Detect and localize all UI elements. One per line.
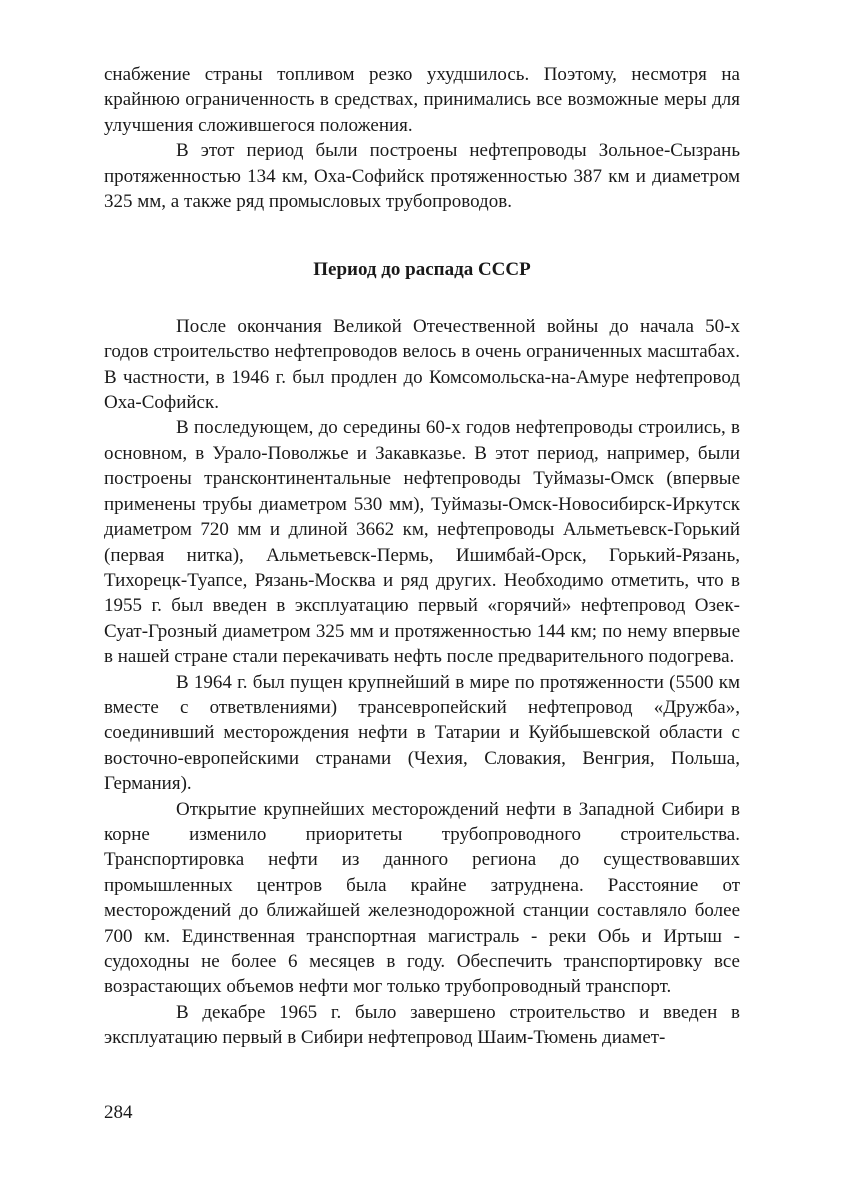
paragraph: В последующем, до середины 60-х годов нефтепроводы строились, в основном, в Урало-Поволжье и Закавказье. В этот период, например, были построены трансконтинентальные нефтепроводы Туймазы-Омск (впервые применены трубы диаметром 530 мм), Туймазы-Омск-Новосибирск-Иркутск диаметром 720 мм и длиной 3662 км, нефтепроводы Альметьевск-Горький (первая нитка), Альметьевск-Пермь, Ишимбай-Орск, Горький-Рязань, Тихорецк-Туапсе, Рязань-Москва и ряд других. Необходимо отметить, что в 1955 г. был введен в эксплуатацию первый «горячий» нефтепровод Озек-Суат-Грозный диаметром 325 мм и протяженностью 144 км; по нему впервые в нашей стране стали перекачивать нефть после предварительного подогрева. (104, 417, 740, 668)
paragraph: В декабре 1965 г. было завершено строительство и введен в эксплуатацию первый в Сибири нефтепровод Шаим-Тюмень диамет- (104, 1001, 740, 1049)
section-title: Период до распада СССР (313, 259, 531, 281)
paragraph: Открытие крупнейших месторождений нефти в Западной Сибири в корне изменило приоритеты трубопроводного строительства. Транспортировка нефти из данного региона до существовавших промышленных центров была крайне затруднена. Расстояние от месторождений до ближайшей железнодорожной станции составляло более 700 км. Единственная транспортная магистраль - реки Обь и Иртыш - судоходны не более 6 месяцев в году. Обеспечить транспортировку все возрастающих объемов нефти мог только трубопроводный транспорт. (104, 798, 740, 998)
page-body (104, 62, 740, 1051)
paragraph: В 1964 г. был пущен крупнейший в мире по протяженности (5500 км вместе с ответвлениями) трансевропейский нефтепровод «Дружба», соединивший месторождения нефти в Татарии и Куйбышевской области с восточно-европейскими странами (Чехия, Словакия, Венгрия, Польша, Германия). (104, 671, 740, 795)
paragraph: После окончания Великой Отечественной войны до начала 50-х годов строительство нефтепроводов велось в очень ограниченных масштабах. В частности, в 1946 г. был продлен до Комсомольска-на-Амуре нефтепровод Оха-Софийск. (104, 315, 740, 414)
paragraph: снабжение страны топливом резко ухудшилось. Поэтому, несмотря на крайнюю ограниченность в средствах, принимались все возможные меры для улучшения сложившегося положения. (104, 64, 740, 136)
paragraph: В этот период были построены нефтепроводы Зольное-Сызрань протяженностью 134 км, Оха-Софийск протяженностью 387 км и диаметром 325 мм, а также ряд промысловых трубопроводов. (104, 140, 740, 213)
page-number: 284 (104, 1102, 133, 1123)
